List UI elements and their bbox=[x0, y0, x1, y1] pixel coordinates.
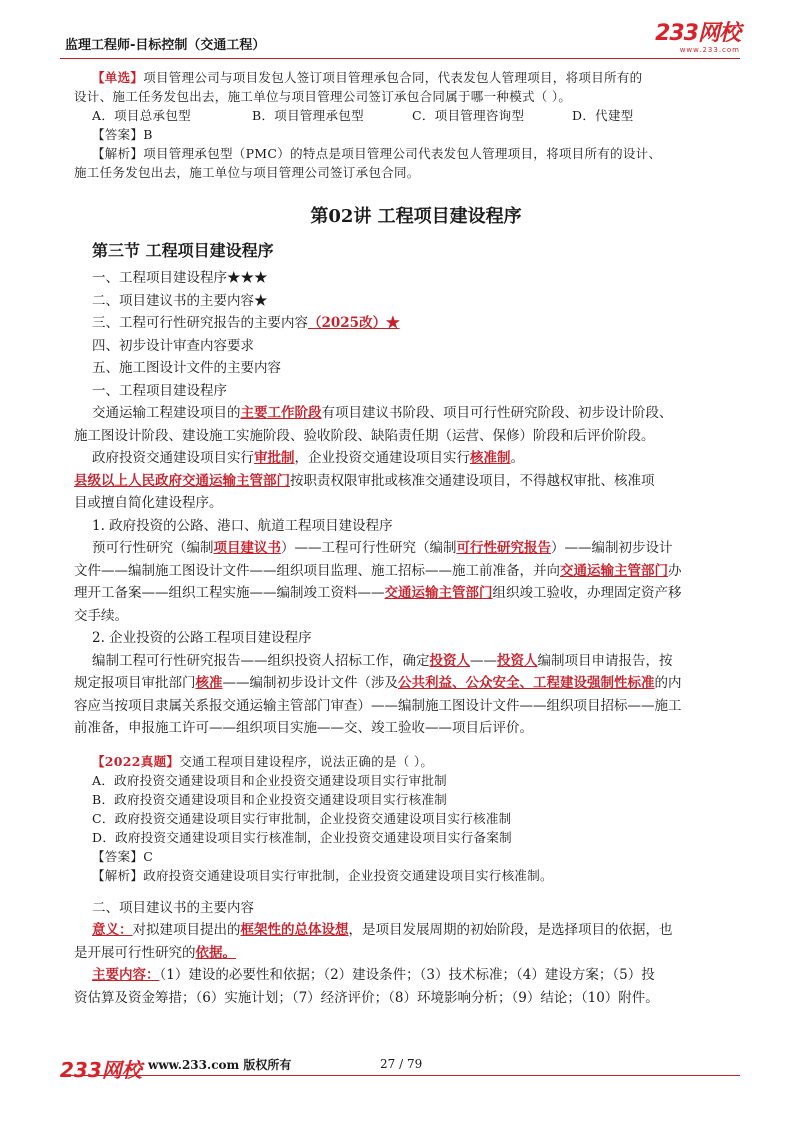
logo-text: 233网校 bbox=[655, 21, 740, 46]
ent-flow-1: 编制工程可行性研究报告——组织投资人招标工作，确定投资人——投资人编制项目申请报告，按 bbox=[92, 652, 673, 669]
ent-flow-2: 规定报项目审批部门核准——编制初步设计文件（涉及公共利益、公众安全、工程建设强制性标准的内 bbox=[74, 675, 682, 691]
page-content bbox=[74, 68, 740, 1009]
paragraph-authority: 县级以上人民政府交通运输主管部门按职责权限审批或核准交通建设项目，不得越权审批、核准项 bbox=[74, 472, 655, 489]
gov-flow-2: 文件——编制施工图设计文件——组织项目监理、施工招标——施工前准备，并向交通运输主管部门办 bbox=[74, 562, 682, 579]
paragraph-authority-cont: 目或擅自简化建设程序。 bbox=[74, 495, 223, 511]
logo-url: www.233.com bbox=[679, 46, 740, 54]
option-c: C．政府投资交通建设项目实行审批制，企业投资交通建设项目实行核准制 bbox=[92, 810, 512, 826]
gov-flow-4: 交手续。 bbox=[74, 607, 128, 624]
gov-flow-3: 理开工备案——组织工程实施——编制竣工资料——交通运输主管部门组织竣工验收，办理固定资产移 bbox=[74, 585, 682, 601]
outline-item-2: 二、项目建议书的主要内容★ bbox=[92, 292, 268, 309]
option-a: A．政府投资交通建设项目和企业投资交通建设项目实行审批制 bbox=[92, 772, 447, 788]
outline-item-3: 三、工程可行性研究报告的主要内容（2025改）★ bbox=[92, 315, 400, 331]
paragraph-stages: 交通运输工程建设项目的主要工作阶段有项目建议书阶段、项目可行性研究阶段、初步设计阶段、 bbox=[92, 405, 673, 421]
footer-copyright: www.233.com 版权所有 bbox=[148, 1058, 292, 1072]
option-b: B．政府投资交通建设项目和企业投资交通建设项目实行核准制 bbox=[92, 791, 448, 807]
ent-flow-4: 前准备，申报施工许可——组织项目实施——交、竣工验收——项目后评价。 bbox=[74, 720, 533, 736]
page-footer bbox=[60, 1057, 740, 1082]
analysis-line: 【解析】项目管理承包型（PMC）的特点是项目管理公司代表发包人管理项目，将项目所有的设计、 bbox=[92, 146, 662, 161]
ent-flow-3: 容应当按项目隶属关系报交通运输主管部门审查）——编制施工图设计文件——组织项目招标——施工 bbox=[74, 697, 682, 714]
question-stem-cont: 设计、施工任务发包出去，施工单位与项目管理公司签订承包合同属于哪一种模式（ ）。 bbox=[74, 89, 572, 104]
contents-line: 主要内容：（1）建设的必要性和依据；（2）建设条件；（3）技术标准；（4）建设方案；（5）投 bbox=[92, 967, 655, 983]
question-stem: 交通工程项目建设程序，说法正确的是（ ）。 bbox=[179, 753, 434, 769]
option-d: D．政府投资交通建设项目实行核准制，企业投资交通建设项目实行备案制 bbox=[92, 829, 512, 845]
meaning-line: 意义：对拟建项目提出的框架性的总体设想，是项目发展周期的初始阶段，是选择项目的依据，也 bbox=[92, 922, 673, 938]
contents-line-cont: 资估算及资金筹措；（6）实施计划；（7）经济评价；（8）环境影响分析；（9）结论；（10）附件。 bbox=[74, 989, 659, 1006]
gov-flow-1: 预可行性研究（编制项目建议书）——工程可行性研究（编制可行性研究报告）——编制初步设计 bbox=[92, 540, 673, 556]
answer-line: 【答案】B bbox=[92, 127, 153, 142]
analysis-line-cont: 施工任务发包出去，施工单位与项目管理公司签订承包合同。 bbox=[74, 165, 420, 180]
option-a: A．项目总承包型 bbox=[92, 108, 191, 123]
page-number: 27 / 79 bbox=[380, 1057, 423, 1071]
section-1-heading: 一、工程项目建设程序 bbox=[92, 382, 227, 399]
question-stem: 项目管理公司与项目发包人签订项目管理承包合同，代表发包人管理项目，将项目所有的 bbox=[143, 70, 643, 85]
answer-line: 【答案】C bbox=[92, 848, 154, 864]
question-tag: 【单选】 bbox=[92, 70, 144, 85]
section-2-heading: 二、项目建议书的主要内容 bbox=[92, 899, 254, 916]
question-tag: 【2022真题】 bbox=[92, 753, 180, 769]
header-title: 监理工程师-目标控制（交通工程） bbox=[65, 38, 266, 53]
subheading-enterprise: 2. 企业投资的公路工程项目建设程序 bbox=[92, 630, 312, 646]
page-header bbox=[60, 22, 740, 59]
paragraph-approval: 政府投资交通建设项目实行审批制，企业投资交通建设项目实行核准制。 bbox=[92, 450, 524, 466]
option-c: C．项目管理咨询型 bbox=[412, 108, 525, 123]
question-exam-2022 bbox=[92, 752, 740, 885]
outline-list bbox=[92, 267, 740, 380]
section-title: 第三节 工程项目建设程序 bbox=[92, 241, 274, 260]
outline-item-4: 四、初步设计审查内容要求 bbox=[92, 337, 254, 354]
meaning-line-cont: 是开展可行性研究的依据。 bbox=[74, 944, 236, 961]
analysis-line: 【解析】政府投资交通建设项目实行审批制，企业投资交通建设项目实行核准制。 bbox=[92, 867, 553, 883]
brand-logo bbox=[655, 22, 740, 54]
outline-item-5: 五、施工图设计文件的主要内容 bbox=[92, 360, 281, 376]
outline-item-1: 一、工程项目建设程序★★★ bbox=[92, 270, 268, 286]
question-options bbox=[92, 106, 740, 125]
section-1 bbox=[74, 380, 740, 740]
option-b: B．项目管理承包型 bbox=[252, 108, 364, 123]
revision-mark: （2025改）★ bbox=[308, 315, 400, 331]
lecture-title: 第02讲 工程项目建设程序 bbox=[310, 206, 522, 227]
paragraph-stages-cont: 施工图设计阶段、建设施工实施阶段、验收阶段、缺陷责任期（运营、保修）阶段和后评价阶段。 bbox=[74, 427, 655, 444]
subheading-government: 1. 政府投资的公路、港口、航道工程项目建设程序 bbox=[92, 517, 393, 534]
question-single-choice bbox=[74, 68, 740, 182]
footer-logo: 233网校 bbox=[60, 1058, 142, 1082]
section-2 bbox=[74, 897, 740, 1010]
option-d: D．代建型 bbox=[572, 108, 634, 123]
